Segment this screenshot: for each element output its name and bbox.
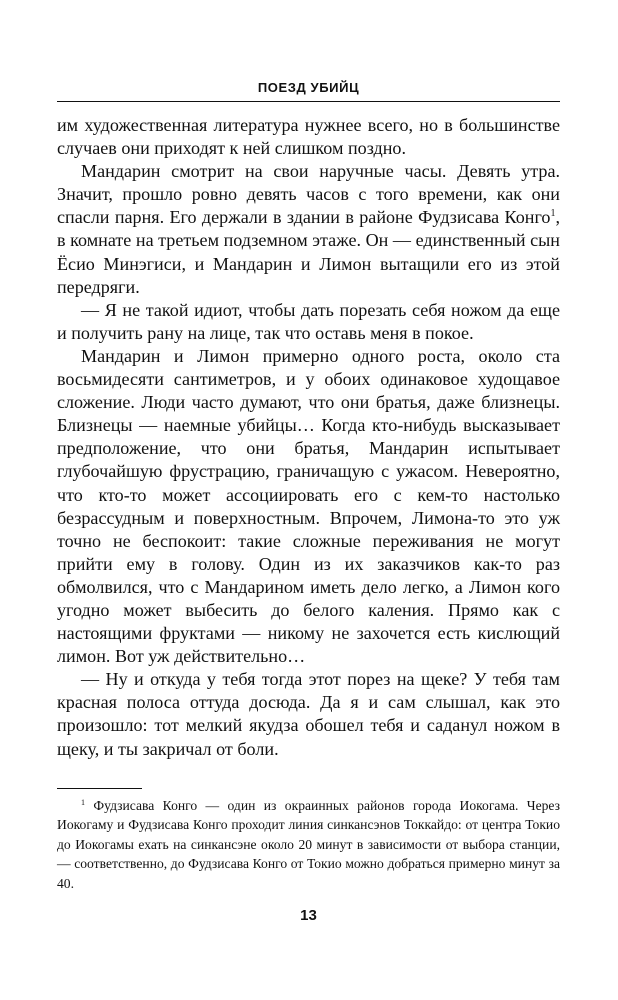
paragraph-watch-text-a: Мандарин смотрит на свои наручные часы. Девять утра. Значит, прошло ровно девять часов с того времени, как они спасли парня. Его держали в здании в районе Фудзисава Конго <box>57 161 560 228</box>
paragraph-continuation: им художественная литература нужнее всего, но в большинстве случаев они приходят к ней слишком поздно. <box>57 115 560 159</box>
footnote-reference: 1 <box>550 208 556 220</box>
footnote-rule <box>57 788 142 789</box>
paragraph-watch <box>57 160 560 299</box>
running-head: ПОЕЗД УБИЙЦ <box>257 80 360 95</box>
footnote-text <box>57 796 560 893</box>
dialogue-line-1: — Я не такой идиот, чтобы дать порезать себя ножом да еще и получить рану на лице, так что оставь меня в покое. <box>57 299 560 343</box>
paragraph-watch-text-b: , в комнате на третьем подземном этаже. Он — единственный сын Ёсио Минэгиси, и Мандарин и Лимон вытащили его из этой передряги. <box>57 207 560 297</box>
footnote-mark: 1 <box>81 798 85 807</box>
footnote <box>57 796 560 893</box>
page-number: 13 <box>300 907 317 924</box>
book-page <box>57 0 560 1000</box>
body-text <box>57 114 560 761</box>
paragraph-brothers: Мандарин и Лимон примерно одного роста, около ста восьмидесяти сантиметров, и у обоих одинаковое худощавое сложение. Люди часто думают, что они братья, даже близнецы. Близнецы — наемные убийцы… Когда кто-нибудь высказывает предположение, что они братья, Мандарин испытывает глубочайшую фрустрацию, граничащую с ужасом. Невероятно, что кто-то может ассоциировать его с кем-то настолько безрассудным и поверхностным. Впрочем, Лимона-то это уж точно не беспокоит: такие сложные переживания не могут прийти ему в голову. Один из их заказчиков как-то раз обмолвился, что с Мандарином иметь дело легко, а Лимон кого угодно может выбесить до белого каления. Прямо как с настоящими фруктами — никому не захочется есть кислющий лимон. Вот уж действительно… <box>57 345 560 667</box>
footnote-body: Фудзисава Конго — один из окраинных районов города Иокогама. Через Иокогаму и Фудзисава Конго проходит линия синкансэнов Токкайдо: от центра Токио до Иокогамы ехать на синкансэне около 20 минут в зависимости от выбора станции, — соответственно, до Фудзисава Конго от Токио можно добраться примерно минут за 40. <box>57 798 560 891</box>
header-rule <box>57 101 560 102</box>
dialogue-line-2: — Ну и откуда у тебя тогда этот порез на щеке? У тебя там красная полоса оттуда досюда. Да я и сам слышал, как это произошло: тот мелкий якудза обошел тебя и саданул ножом в щеку, и ты закричал от боли. <box>57 669 560 759</box>
